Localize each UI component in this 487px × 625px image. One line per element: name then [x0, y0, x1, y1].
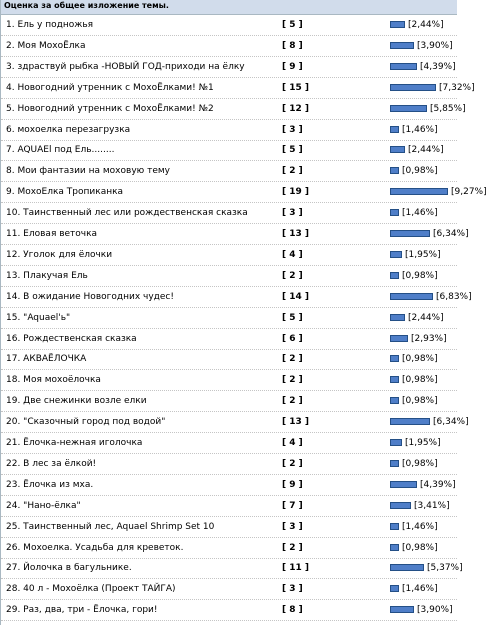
poll-percent-bar: [390, 146, 405, 153]
poll-vote-count: [ 2 ]: [282, 396, 303, 407]
poll-percent-bar: [390, 502, 411, 509]
poll-option-label: 2. Моя МохоЁлка: [6, 40, 86, 51]
poll-vote-count: [ 5 ]: [282, 145, 303, 156]
poll-option-row: [1, 308, 457, 329]
poll-vote-count: [ 12 ]: [282, 103, 310, 114]
poll-vote-count: [ 8 ]: [282, 40, 303, 51]
poll-header: [1, 0, 457, 15]
poll-vote-count: [ 2 ]: [282, 458, 303, 469]
poll-vote-count: [ 5 ]: [282, 312, 303, 323]
poll-option-row: [1, 391, 457, 412]
poll-vote-count: [ 13 ]: [282, 417, 310, 428]
poll-percent-text: [2,44%]: [408, 312, 444, 323]
poll-option-row: [1, 370, 457, 391]
poll-percent-text: [0,98%]: [402, 396, 438, 407]
poll-option-label: 7. AQUAEl под Ель........: [6, 145, 115, 156]
poll-option-row: [1, 161, 457, 182]
poll-option-label: 23. Ёлочка из мха.: [6, 479, 94, 490]
poll-option-row: [1, 349, 457, 370]
poll-vote-count: [ 2 ]: [282, 354, 303, 365]
poll-option-row: [1, 558, 463, 579]
poll-option-row: [1, 36, 457, 57]
poll-percent-text: [1,46%]: [402, 124, 438, 135]
poll-option-row: [1, 517, 457, 538]
poll-option-row: [1, 579, 457, 600]
poll-percent-bar: [390, 439, 402, 446]
poll-vote-count: [ 3 ]: [282, 124, 303, 135]
poll-option-row: [1, 78, 475, 99]
row-divider: [1, 620, 457, 621]
poll-vote-count: [ 13 ]: [282, 229, 310, 239]
poll-percent-text: [1,46%]: [402, 521, 438, 532]
poll-option-label: 18. Моя мохоёлочка: [6, 375, 101, 386]
poll-vote-count: [ 9 ]: [282, 61, 303, 72]
poll-percent-bar: [390, 314, 405, 321]
poll-option-row: [1, 475, 457, 496]
poll-option-row: [1, 120, 457, 141]
poll-percent-text: [3,90%]: [417, 40, 453, 51]
poll-option-row: [1, 496, 457, 517]
poll-percent-text: [5,85%]: [430, 103, 466, 114]
poll-percent-text: [0,98%]: [402, 375, 438, 386]
poll-option-row: [1, 224, 469, 245]
poll-option-label: 13. Плакучая Ель: [6, 270, 88, 281]
poll-option-row: [1, 15, 457, 36]
poll-percent-text: [7,32%]: [439, 82, 475, 93]
poll-percent-text: [1,95%]: [405, 438, 441, 448]
poll-vote-count: [ 3 ]: [282, 521, 303, 532]
poll-vote-count: [ 4 ]: [282, 249, 303, 260]
poll-vote-count: [ 19 ]: [282, 187, 310, 198]
poll-title: Оценка за общее изложение темы.: [4, 1, 169, 10]
poll-option-row: [1, 57, 457, 78]
poll-percent-text: [2,44%]: [408, 20, 444, 30]
poll-option-label: 10. Таинственный лес или рождественская сказка: [6, 208, 248, 219]
poll-vote-count: [ 6 ]: [282, 333, 303, 344]
poll-percent-bar: [390, 564, 424, 571]
poll-percent-text: [0,98%]: [402, 542, 438, 553]
poll-percent-bar: [390, 230, 430, 237]
poll-option-label: 19. Две снежинки возле елки: [6, 396, 147, 407]
poll-percent-text: [6,34%]: [433, 417, 469, 428]
poll-option-label: 14. В ожидание Новогодних чудес!: [6, 291, 174, 302]
poll-option-label: 29. Раз, два, три - Ёлочка, гори!: [6, 605, 158, 616]
poll-percent-bar: [390, 376, 399, 383]
poll-percent-text: [6,34%]: [433, 229, 469, 239]
poll-option-label: 11. Еловая веточка: [6, 229, 98, 239]
poll-option-label: 28. 40 л - Мохоёлка (Проект ТАЙГА): [6, 584, 176, 595]
poll-vote-count: [ 11 ]: [282, 563, 310, 574]
poll-percent-bar: [390, 105, 427, 112]
poll-option-row: [1, 329, 457, 350]
poll-percent-text: [2,93%]: [411, 333, 447, 344]
poll-option-label: 5. Новогодний утренник с МохоЁлками! №2: [6, 103, 214, 114]
poll-percent-bar: [390, 188, 448, 195]
poll-percent-bar: [390, 355, 399, 362]
poll-option-label: 4. Новогодний утренник с МохоЁлками! №1: [6, 82, 214, 93]
poll-percent-bar: [390, 460, 399, 467]
poll-percent-bar: [390, 63, 417, 70]
poll-percent-bar: [390, 126, 399, 133]
poll-percent-text: [1,95%]: [405, 249, 441, 260]
poll-option-label: 1. Ель у подножья: [6, 20, 94, 30]
poll-vote-count: [ 5 ]: [282, 20, 303, 30]
poll-percent-bar: [390, 251, 402, 258]
poll-percent-text: [2,44%]: [408, 145, 444, 156]
poll-option-label: 3. здраствуй рыбка -НОВЫЙ ГОД-приходи на ёлку: [6, 61, 245, 72]
poll-vote-count: [ 9 ]: [282, 479, 303, 490]
poll-option-label: 22. В лес за ёлкой!: [6, 458, 97, 469]
poll-percent-bar: [390, 544, 399, 551]
poll-vote-count: [ 7 ]: [282, 500, 303, 511]
poll-option-row: [1, 245, 457, 266]
poll-option-row: [1, 538, 457, 559]
poll-vote-count: [ 3 ]: [282, 584, 303, 595]
poll-percent-bar: [390, 523, 399, 530]
poll-percent-text: [3,90%]: [417, 605, 453, 616]
poll-percent-bar: [390, 585, 399, 592]
poll-percent-bar: [390, 418, 430, 425]
poll-percent-text: [1,46%]: [402, 584, 438, 595]
poll-vote-count: [ 2 ]: [282, 542, 303, 553]
poll-percent-bar: [390, 606, 414, 613]
poll-vote-count: [ 4 ]: [282, 438, 303, 448]
poll-option-row: [1, 433, 457, 454]
poll-percent-text: [0,98%]: [402, 458, 438, 469]
poll-percent-bar: [390, 42, 414, 49]
poll-option-label: 20. "Сказочный город под водой": [6, 417, 166, 428]
poll-option-row: [1, 266, 457, 287]
poll-percent-text: [3,41%]: [414, 500, 450, 511]
poll-option-label: 27. Йолочка в багульнике.: [6, 563, 132, 574]
poll-percent-bar: [390, 293, 433, 300]
poll-option-row: [1, 140, 457, 161]
poll-percent-text: [0,98%]: [402, 270, 438, 281]
poll-option-row: [1, 454, 457, 475]
poll-option-row: [1, 99, 466, 120]
poll-option-label: 12. Уголок для ёлочки: [6, 249, 113, 260]
poll-option-label: 15. "Aquael'ь": [6, 312, 71, 323]
poll-percent-bar: [390, 84, 436, 91]
poll-vote-count: [ 2 ]: [282, 166, 303, 177]
poll-percent-bar: [390, 209, 399, 216]
poll-option-row: [1, 182, 487, 203]
poll-percent-text: [5,37%]: [427, 563, 463, 574]
poll-vote-count: [ 15 ]: [282, 82, 310, 93]
poll-option-row: [1, 600, 457, 621]
poll-vote-count: [ 8 ]: [282, 605, 303, 616]
poll-percent-text: [4,39%]: [420, 479, 456, 490]
poll-percent-text: [6,83%]: [436, 291, 472, 302]
poll-percent-text: [9,27%]: [451, 187, 487, 198]
poll-percent-text: [4,39%]: [420, 61, 456, 72]
poll-percent-text: [1,46%]: [402, 208, 438, 219]
poll-vote-count: [ 2 ]: [282, 375, 303, 386]
poll-option-label: 17. АКВАЁЛОЧКА: [6, 354, 87, 365]
poll-percent-bar: [390, 397, 399, 404]
poll-percent-bar: [390, 481, 417, 488]
poll-vote-count: [ 2 ]: [282, 270, 303, 281]
poll-option-label: 24. "Нано-ёлка": [6, 500, 81, 511]
poll-option-label: 21. Ёлочка-нежная иголочка: [6, 438, 143, 448]
poll-percent-bar: [390, 272, 399, 279]
poll-option-label: 8. Мои фантазии на моховую тему: [6, 166, 170, 177]
poll-percent-bar: [390, 335, 408, 342]
poll-percent-text: [0,98%]: [402, 166, 438, 177]
poll-percent-bar: [390, 21, 405, 28]
poll-option-row: [1, 203, 457, 224]
poll-option-label: 16. Рождественская сказка: [6, 333, 137, 344]
poll-option-label: 26. Мохоелка. Усадьба для креветок.: [6, 542, 184, 553]
poll-option-label: 25. Таинственный лес, Aquael Shrimp Set 10: [6, 521, 215, 532]
poll-vote-count: [ 14 ]: [282, 291, 310, 302]
poll-option-row: [1, 287, 472, 308]
poll-option-label: 6. мохоелка перезагрузка: [6, 124, 131, 135]
poll-percent-bar: [390, 167, 399, 174]
poll-percent-text: [0,98%]: [402, 354, 438, 365]
poll-vote-count: [ 3 ]: [282, 208, 303, 219]
poll-option-row: [1, 412, 469, 433]
poll-option-label: 9. МохоЕлка Тропиканка: [6, 187, 124, 198]
